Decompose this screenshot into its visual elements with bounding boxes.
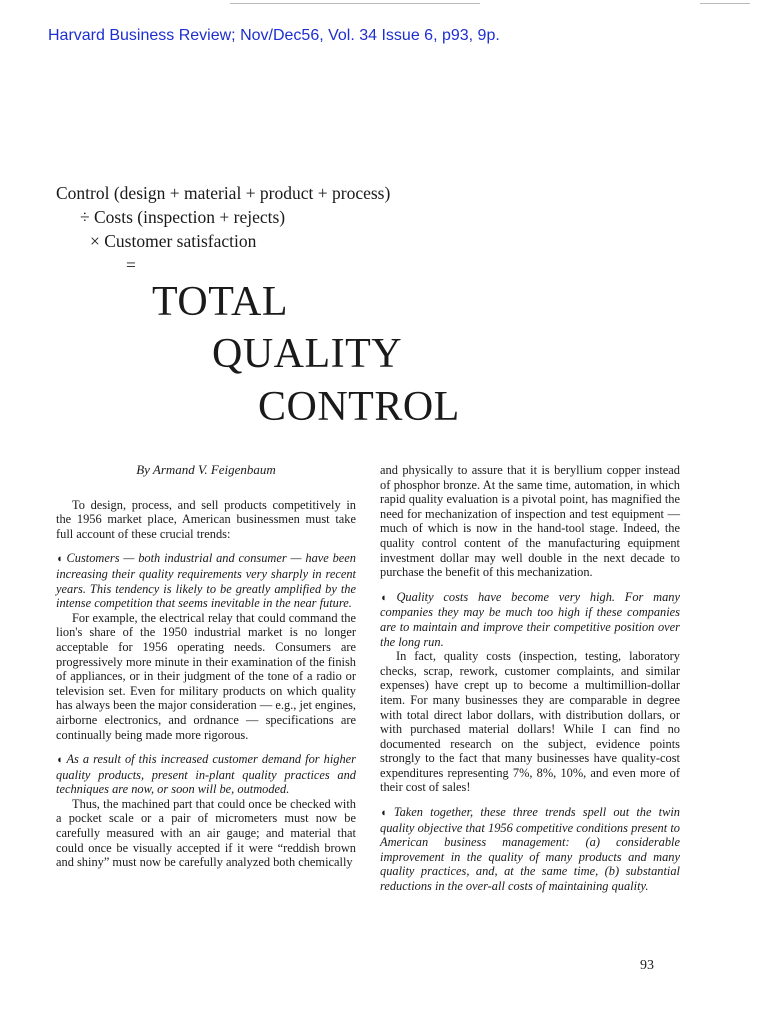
machined-part-paragraph: Thus, the machined part that could once be checked with a pocket scale or a pair of micrometers must now be carefully measured with an air gauge; and material that could once be visually accepted if it were “reddish brown and shiny” must now be carefully analyzed both chemically xyxy=(56,796,356,870)
byline: By Armand V. Feigenbaum xyxy=(136,462,276,477)
trend-costs-paragraph xyxy=(380,590,680,649)
formula-line-costs: ÷ Costs (inspection + rejects) xyxy=(80,207,286,227)
trend-customers-paragraph xyxy=(56,551,356,610)
page-number: 93 xyxy=(640,958,654,973)
scan-artifact-line xyxy=(230,3,480,4)
formula-line-control: Control (design + material + product + process) xyxy=(56,183,391,203)
right-column xyxy=(380,463,680,894)
trend-marker-icon: ◖ xyxy=(56,754,63,767)
conclusion-text: Taken together, these three trends spell out the twin quality objective that 1956 competitive conditions present to American business management: (a) considerable improvement in the quality of many products and many quality practices, and, at the same time, (b) substantial reductions in the over-all costs of maintaining quality. xyxy=(380,805,680,894)
trend-practices-text: As a result of this increased customer demand for higher quality products, present in-plant quality practices and techniques are now, or soon will be, outmoded. xyxy=(56,752,356,797)
formula-line-equals: = xyxy=(126,255,136,275)
conclusion-paragraph xyxy=(380,805,680,894)
left-column xyxy=(56,463,356,870)
trend-marker-icon: ◖ xyxy=(380,807,387,820)
formula-line-satisfaction: × Customer satisfaction xyxy=(90,231,257,251)
intro-paragraph: To design, process, and sell products competitively in the 1956 market place, American businessmen must take full account of these crucial trends: xyxy=(56,497,356,541)
title-word-total: TOTAL xyxy=(152,279,289,325)
quality-costs-paragraph: In fact, quality costs (inspection, testing, laboratory checks, scrap, rework, customer complaints, and similar expenses) have crept up to become a multimillion-dollar item. For many businesses they are comparable in degree with total direct labor dollars, with distribution dollars, or with purchased material dollars! While I can find no documented research on the subject, evidence points strongly to the fact that many businesses have quality-cost expenditures representing 7%, 8%, 10%, and even more of their cost of sales! xyxy=(380,649,680,795)
title-word-control: CONTROL xyxy=(258,384,460,430)
continuation-paragraph: and physically to assure that it is beryllium copper instead of phosphor bronze. At the same time, automation, in which rapid quality evaluation is a pivotal point, has magnified the need for mechanization of inspection and test equipment — much of which is now in the hand-tool stage. Indeed, the quality control content of the manufacturing equipment investment dollar may well double in the next decade to purchase the benefit of this mechanization. xyxy=(380,463,680,580)
scan-artifact-line xyxy=(700,3,750,4)
trend-marker-icon: ◖ xyxy=(380,591,387,604)
citation-header: Harvard Business Review; Nov/Dec56, Vol. 34 Issue 6, p93, 9p. xyxy=(48,27,500,44)
example-paragraph: For example, the electrical relay that could command the lion's share of the 1950 industrial market is no longer acceptable for 1956 operating needs. Consumers are progressively more minute in their examination of the finish of appliances, or in their judgment of the tone of a radio or television set. Even for military products on which quality has always been the major consideration — e.g., jet engines, airborne electronics, and ordnance — specifications are continually being made more rigorous. xyxy=(56,610,356,742)
trend-practices-paragraph xyxy=(56,752,356,797)
title-word-quality: QUALITY xyxy=(212,331,403,377)
trend-costs-text: Quality costs have become very high. For many companies they may be much too high if these companies are to maintain and improve their competitive position over the long run. xyxy=(380,589,680,649)
trend-customers-text: Customers — both industrial and consumer — have been increasing their quality requirements very sharply in recent years. This tendency is likely to be greatly amplified by the intense competition that seems inevitable in the near future. xyxy=(56,551,356,611)
trend-marker-icon: ◖ xyxy=(56,553,63,566)
